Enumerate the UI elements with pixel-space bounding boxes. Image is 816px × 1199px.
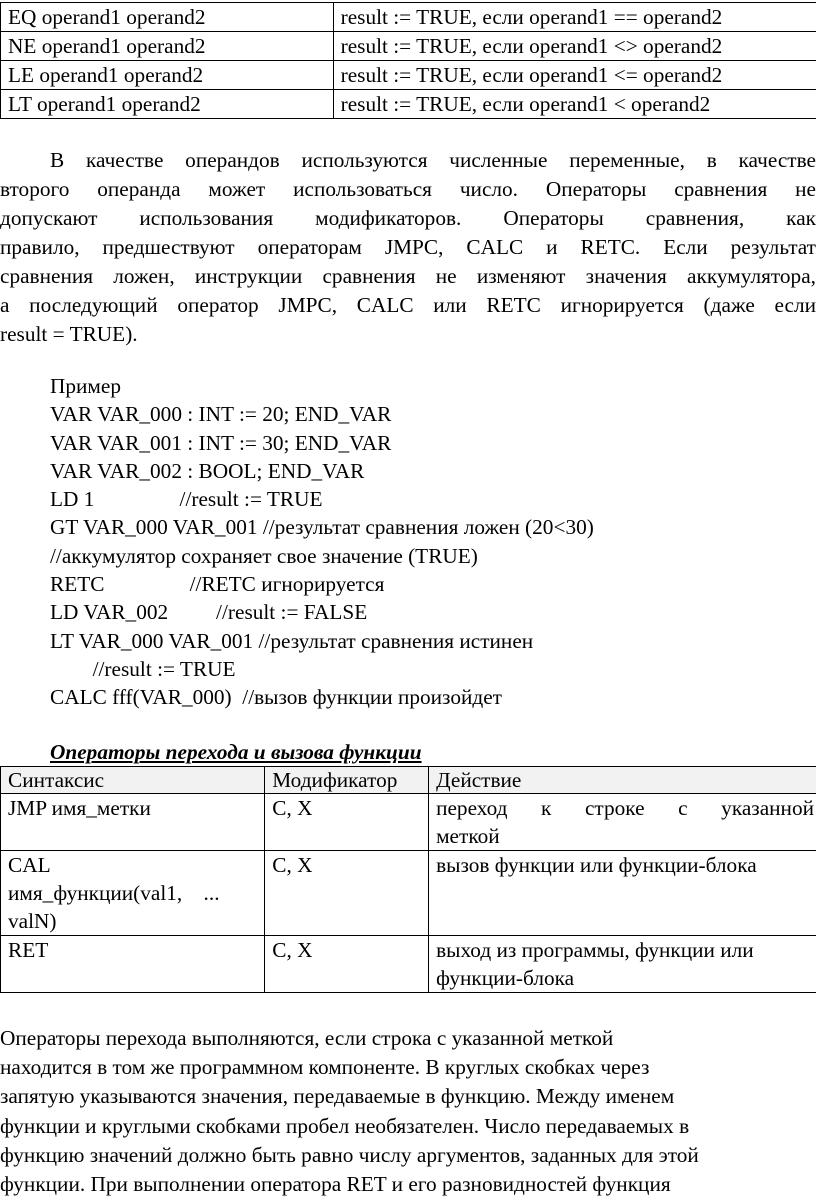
- paragraph-line: Операторы перехода выполняются, если строка с указанной меткой: [0, 1024, 816, 1053]
- table-row: [1, 936, 816, 993]
- column-header-modifier: Модификатор: [265, 767, 429, 794]
- action-cell: [429, 794, 816, 851]
- action-line: функции-блока: [436, 964, 814, 992]
- syntax-line: имя_функции(val1, ...: [8, 879, 257, 907]
- code-line: CALC fff(VAR_000) //вызов функции произойдет: [50, 683, 810, 711]
- code-line: VAR VAR_000 : INT := 20; END_VAR: [50, 400, 810, 428]
- paragraph-line: функции. При выполнении оператора RET и его разновидностей функция: [0, 1170, 816, 1199]
- jump-operators-table: [0, 766, 816, 993]
- code-line: //result := TRUE: [50, 655, 810, 683]
- code-line: LT VAR_000 VAR_001 //результат сравнения истинен: [50, 627, 810, 655]
- code-line: LD VAR_002 //result := FALSE: [50, 598, 810, 626]
- action-line: меткой: [436, 822, 814, 850]
- paragraph-line: сравнения ложен, инструкции сравнения не изменяют значения аккумулятора,: [0, 262, 816, 291]
- action-cell: [429, 851, 816, 936]
- action-cell: [429, 936, 816, 993]
- column-header-syntax: Синтаксис: [1, 767, 265, 794]
- example-label: Пример: [50, 372, 810, 400]
- paragraph-line: второго операнда может использоваться число. Операторы сравнения не: [0, 175, 816, 204]
- paragraph-line: функцию значений должно быть равно числу аргументов, заданных для этой: [0, 1141, 816, 1170]
- modifier-cell: C, X: [265, 851, 429, 936]
- table-row: [1, 32, 816, 61]
- paragraph-line: result = TRUE).: [0, 320, 816, 349]
- paragraph-line: запятую указываются значения, передаваемые в функцию. Между именем: [0, 1082, 816, 1111]
- syntax-cell: LT operand1 operand2: [1, 90, 334, 119]
- action-line: выход из программы, функции или: [436, 936, 814, 964]
- code-line: GT VAR_000 VAR_001 //результат сравнения ложен (20<30): [50, 513, 810, 541]
- table-row: [1, 90, 816, 119]
- paragraph-line: правило, предшествуют операторам JMPC, CALC и RETC. Если результат: [0, 233, 816, 262]
- example-code-block: [50, 372, 810, 712]
- syntax-cell: JMP имя_метки: [1, 794, 265, 851]
- action-line: переход к строке с указанной: [436, 794, 814, 822]
- comparison-operators-table: [0, 2, 816, 119]
- syntax-line: valN): [8, 907, 257, 935]
- table-row: [1, 61, 816, 90]
- code-line: LD 1 //result := TRUE: [50, 485, 810, 513]
- action-line: вызов функции или функции-блока: [436, 851, 814, 879]
- syntax-cell: LE operand1 operand2: [1, 61, 334, 90]
- syntax-cell: EQ operand1 operand2: [1, 3, 334, 32]
- paragraph-line: функции и круглыми скобками пробел необязателен. Число передаваемых в: [0, 1112, 816, 1141]
- syntax-cell: NE operand1 operand2: [1, 32, 334, 61]
- column-header-action: Действие: [429, 767, 816, 794]
- syntax-line: CAL: [8, 851, 257, 879]
- syntax-cell: [1, 851, 265, 936]
- description-cell: result := TRUE, если operand1 == operand2: [333, 3, 816, 32]
- code-line: VAR VAR_002 : BOOL; END_VAR: [50, 457, 810, 485]
- syntax-cell: RET: [1, 936, 265, 993]
- description-cell: result := TRUE, если operand1 <= operand2: [333, 61, 816, 90]
- paragraph-line: находится в том же программном компоненте. В круглых скобках через: [0, 1053, 816, 1082]
- code-line: //аккумулятор сохраняет свое значение (TRUE): [50, 542, 810, 570]
- paragraph-line: В качестве операндов используются численные переменные, в качестве: [0, 146, 816, 175]
- comparison-explanation-paragraph: [0, 146, 816, 349]
- code-line: RETC //RETC игнорируется: [50, 570, 810, 598]
- description-cell: result := TRUE, если operand1 < operand2: [333, 90, 816, 119]
- code-line: VAR VAR_001 : INT := 30; END_VAR: [50, 429, 810, 457]
- jump-explanation-paragraph: [0, 1024, 816, 1199]
- modifier-cell: C, X: [265, 936, 429, 993]
- description-cell: result := TRUE, если operand1 <> operand2: [333, 32, 816, 61]
- paragraph-line: а последующий оператор JMPC, CALC или RETC игнорируется (даже если: [0, 291, 816, 320]
- table-row: [1, 851, 816, 936]
- table-header-row: [1, 767, 816, 794]
- paragraph-line: допускают использования модификаторов. Операторы сравнения, как: [0, 204, 816, 233]
- section-heading: Операторы перехода и вызова функции: [50, 738, 422, 766]
- table-row: [1, 794, 816, 851]
- modifier-cell: C, X: [265, 794, 429, 851]
- table-row: [1, 3, 816, 32]
